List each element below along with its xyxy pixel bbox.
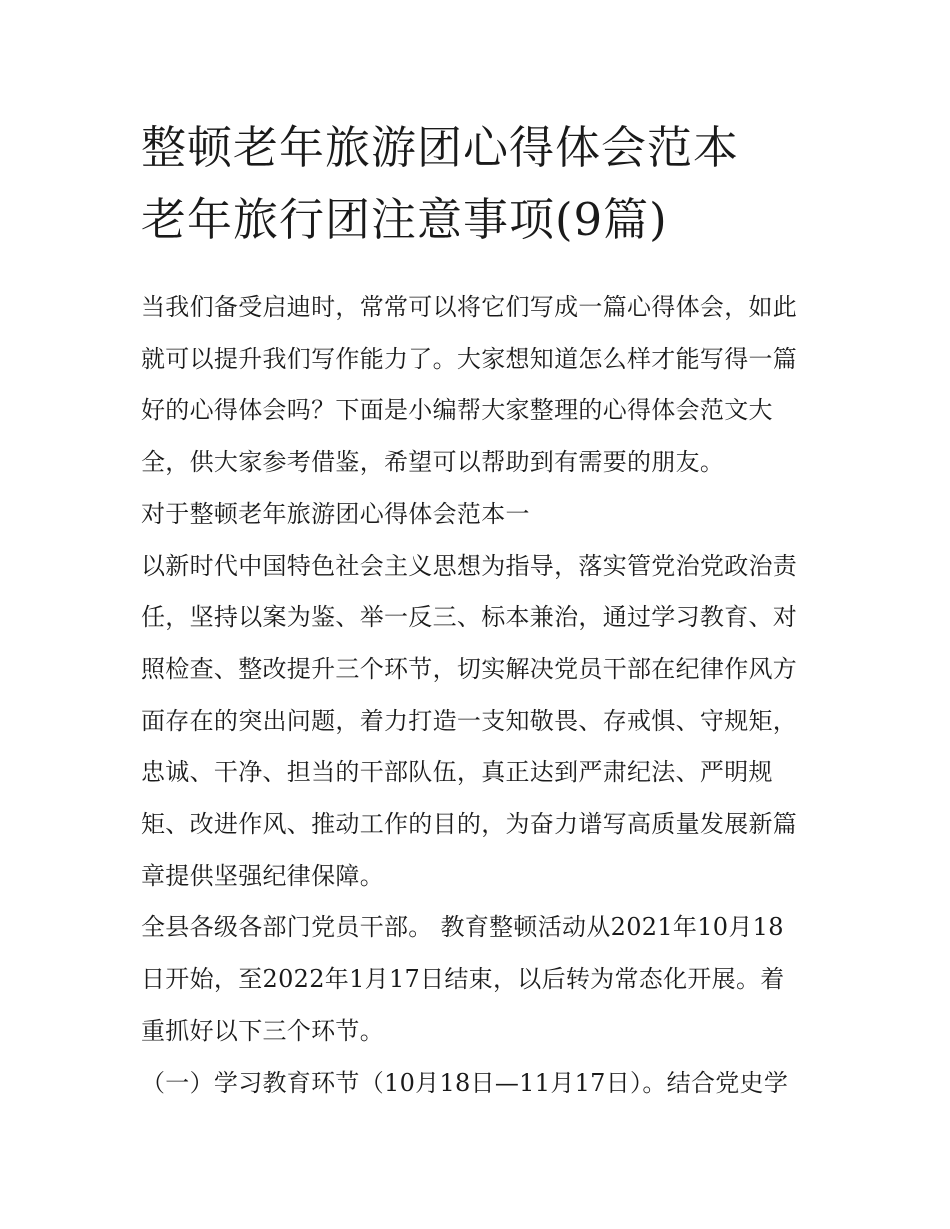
scope-paragraph — [141, 902, 811, 1057]
text-line: 重抓好以下三个环节。 — [141, 1016, 384, 1045]
text-line: 就可以提升我们写作能力了。大家想知道怎么样才能写得一篇 — [141, 344, 798, 373]
section-heading — [141, 489, 811, 541]
phase-paragraph — [141, 1058, 811, 1110]
text-line: （一）学习教育环节（10月18日—11月17日）。结合党史学 — [141, 1068, 789, 1097]
text-line: 以新时代中国特色社会主义思想为指导，落实管党治党政治责 — [141, 551, 798, 580]
text-line: 矩、改进作风、推动工作的目的，为奋力谱写高质量发展新篇 — [141, 810, 798, 839]
document-title-line-2: 老年旅行团注意事项(9篇) — [141, 193, 668, 246]
text-line: 当我们备受启迪时，常常可以将它们写成一篇心得体会，如此 — [141, 293, 798, 321]
intro-paragraph — [141, 282, 811, 489]
document-body — [141, 282, 811, 1109]
text-line: 面存在的突出问题，着力打造一支知敬畏、存戒惧、守规矩， — [141, 706, 798, 735]
text-line: 照检查、整改提升三个环节，切实解决党员干部在纪律作风方 — [141, 654, 798, 683]
text-line: 日开始，至2022年1月17日结束，以后转为常态化开展。着 — [141, 965, 785, 994]
text-line: 章提供坚强纪律保障。 — [141, 861, 384, 890]
text-line: 全县各级各部门党员干部。 教育整顿活动从2021年10月18 — [141, 913, 784, 942]
document-page — [141, 112, 811, 1109]
text-line: 任，坚持以案为鉴、举一反三、标本兼治，通过学习教育、对 — [141, 603, 798, 632]
text-line: 好的心得体会吗？下面是小编帮大家整理的心得体会范文大 — [141, 396, 773, 425]
text-line: 忠诚、干净、担当的干部队伍，真正达到严肃纪法、严明规 — [141, 758, 773, 787]
document-title-line-1: 整顿老年旅游团心得体会范本 — [141, 121, 740, 174]
text-line: 全，供大家参考借鉴，希望可以帮助到有需要的朋友。 — [141, 448, 725, 477]
text-line: 对于整顿老年旅游团心得体会范本一 — [141, 499, 530, 528]
guideline-paragraph — [141, 541, 811, 903]
